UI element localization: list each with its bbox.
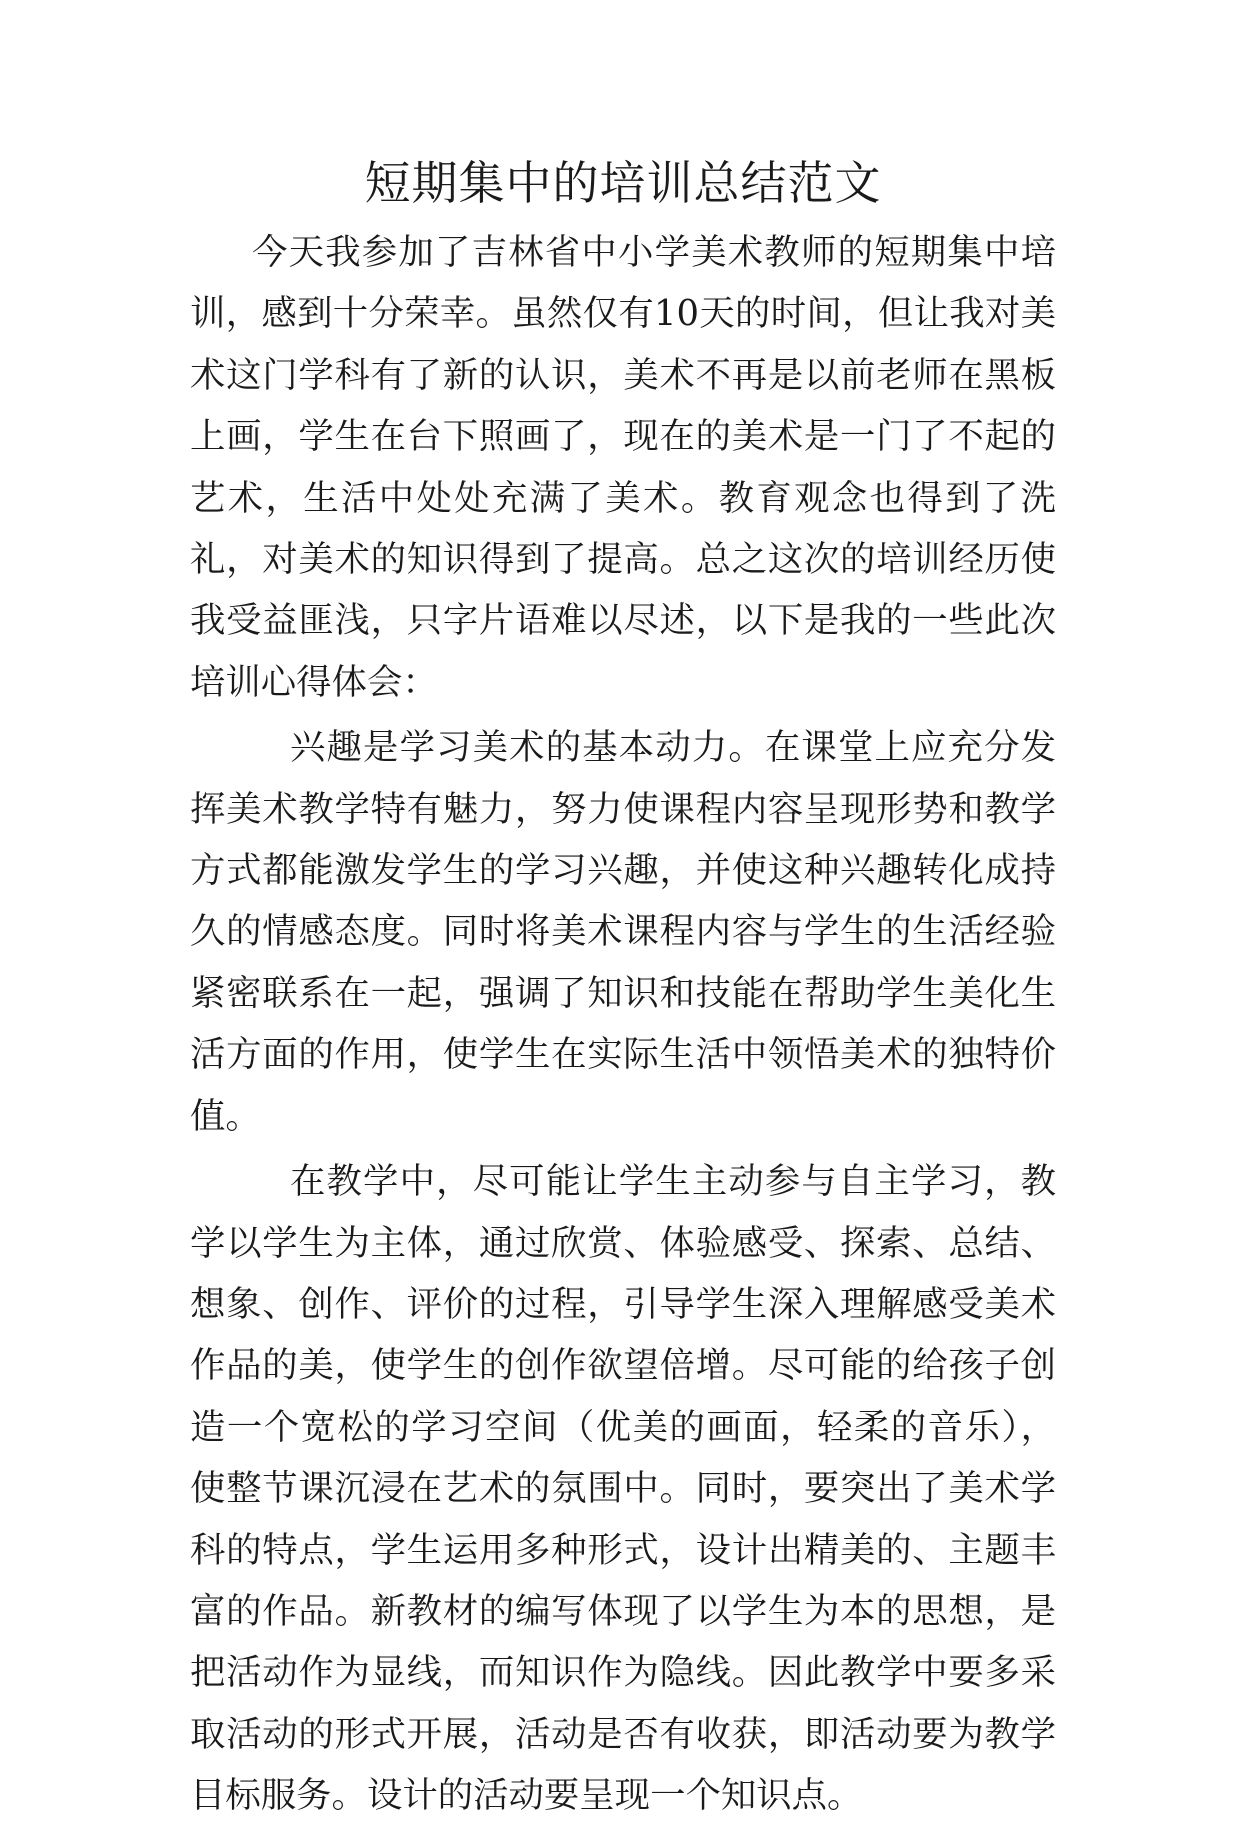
paragraph-interest: 兴趣是学习美术的基本动力。在课堂上应充分发挥美术教学特有魅力，努力使课程内容呈现形势和教学方式都能激发学生的学习兴趣，并使这种兴趣转化成持久的情感态度。同时将美术课程内容与学生的生活经验紧密联系在一起，强调了知识和技能在帮助学生美化生活方面的作用，使学生在实际生活中领悟美术的独特价值。 (190, 727, 1056, 1137)
document-title: 短期集中的培训总结范文 (364, 156, 882, 210)
document-page (190, 148, 1056, 1827)
paragraph-teaching: 在教学中，尽可能让学生主动参与自主学习，教学以学生为主体，通过欣赏、体验感受、探索、总结、想象、创作、评价的过程，引导学生深入理解感受美术作品的美，使学生的创作欲望倍增。尽可能的给孩子创造一个宽松的学习空间（优美的画面，轻柔的音乐），使整节课沉浸在艺术的氛围中。同时，要突出了美术学科的特点，学生运用多种形式，设计出精美的、主题丰富的作品。新教材的编写体现了以学生为本的思想，是把活动作为显线，而知识作为隐线。因此教学中要多采取活动的形式开展，活动是否有收获，即活动要为教学目标服务。设计的活动要呈现一个知识点。 (190, 1161, 1056, 1817)
paragraph-intro: 今天我参加了吉林省中小学美术教师的短期集中培训，感到十分荣幸。虽然仅有10天的时间，但让我对美术这门学科有了新的认识，美术不再是以前老师在黑板上画，学生在台下照画了，现在的美术是一门了不起的艺术，生活中处处充满了美术。教育观念也得到了洗礼，对美术的知识得到了提高。总之这次的培训经历使我受益匪浅，只字片语难以尽述，以下是我的一些此次培训心得体会： (190, 232, 1056, 703)
